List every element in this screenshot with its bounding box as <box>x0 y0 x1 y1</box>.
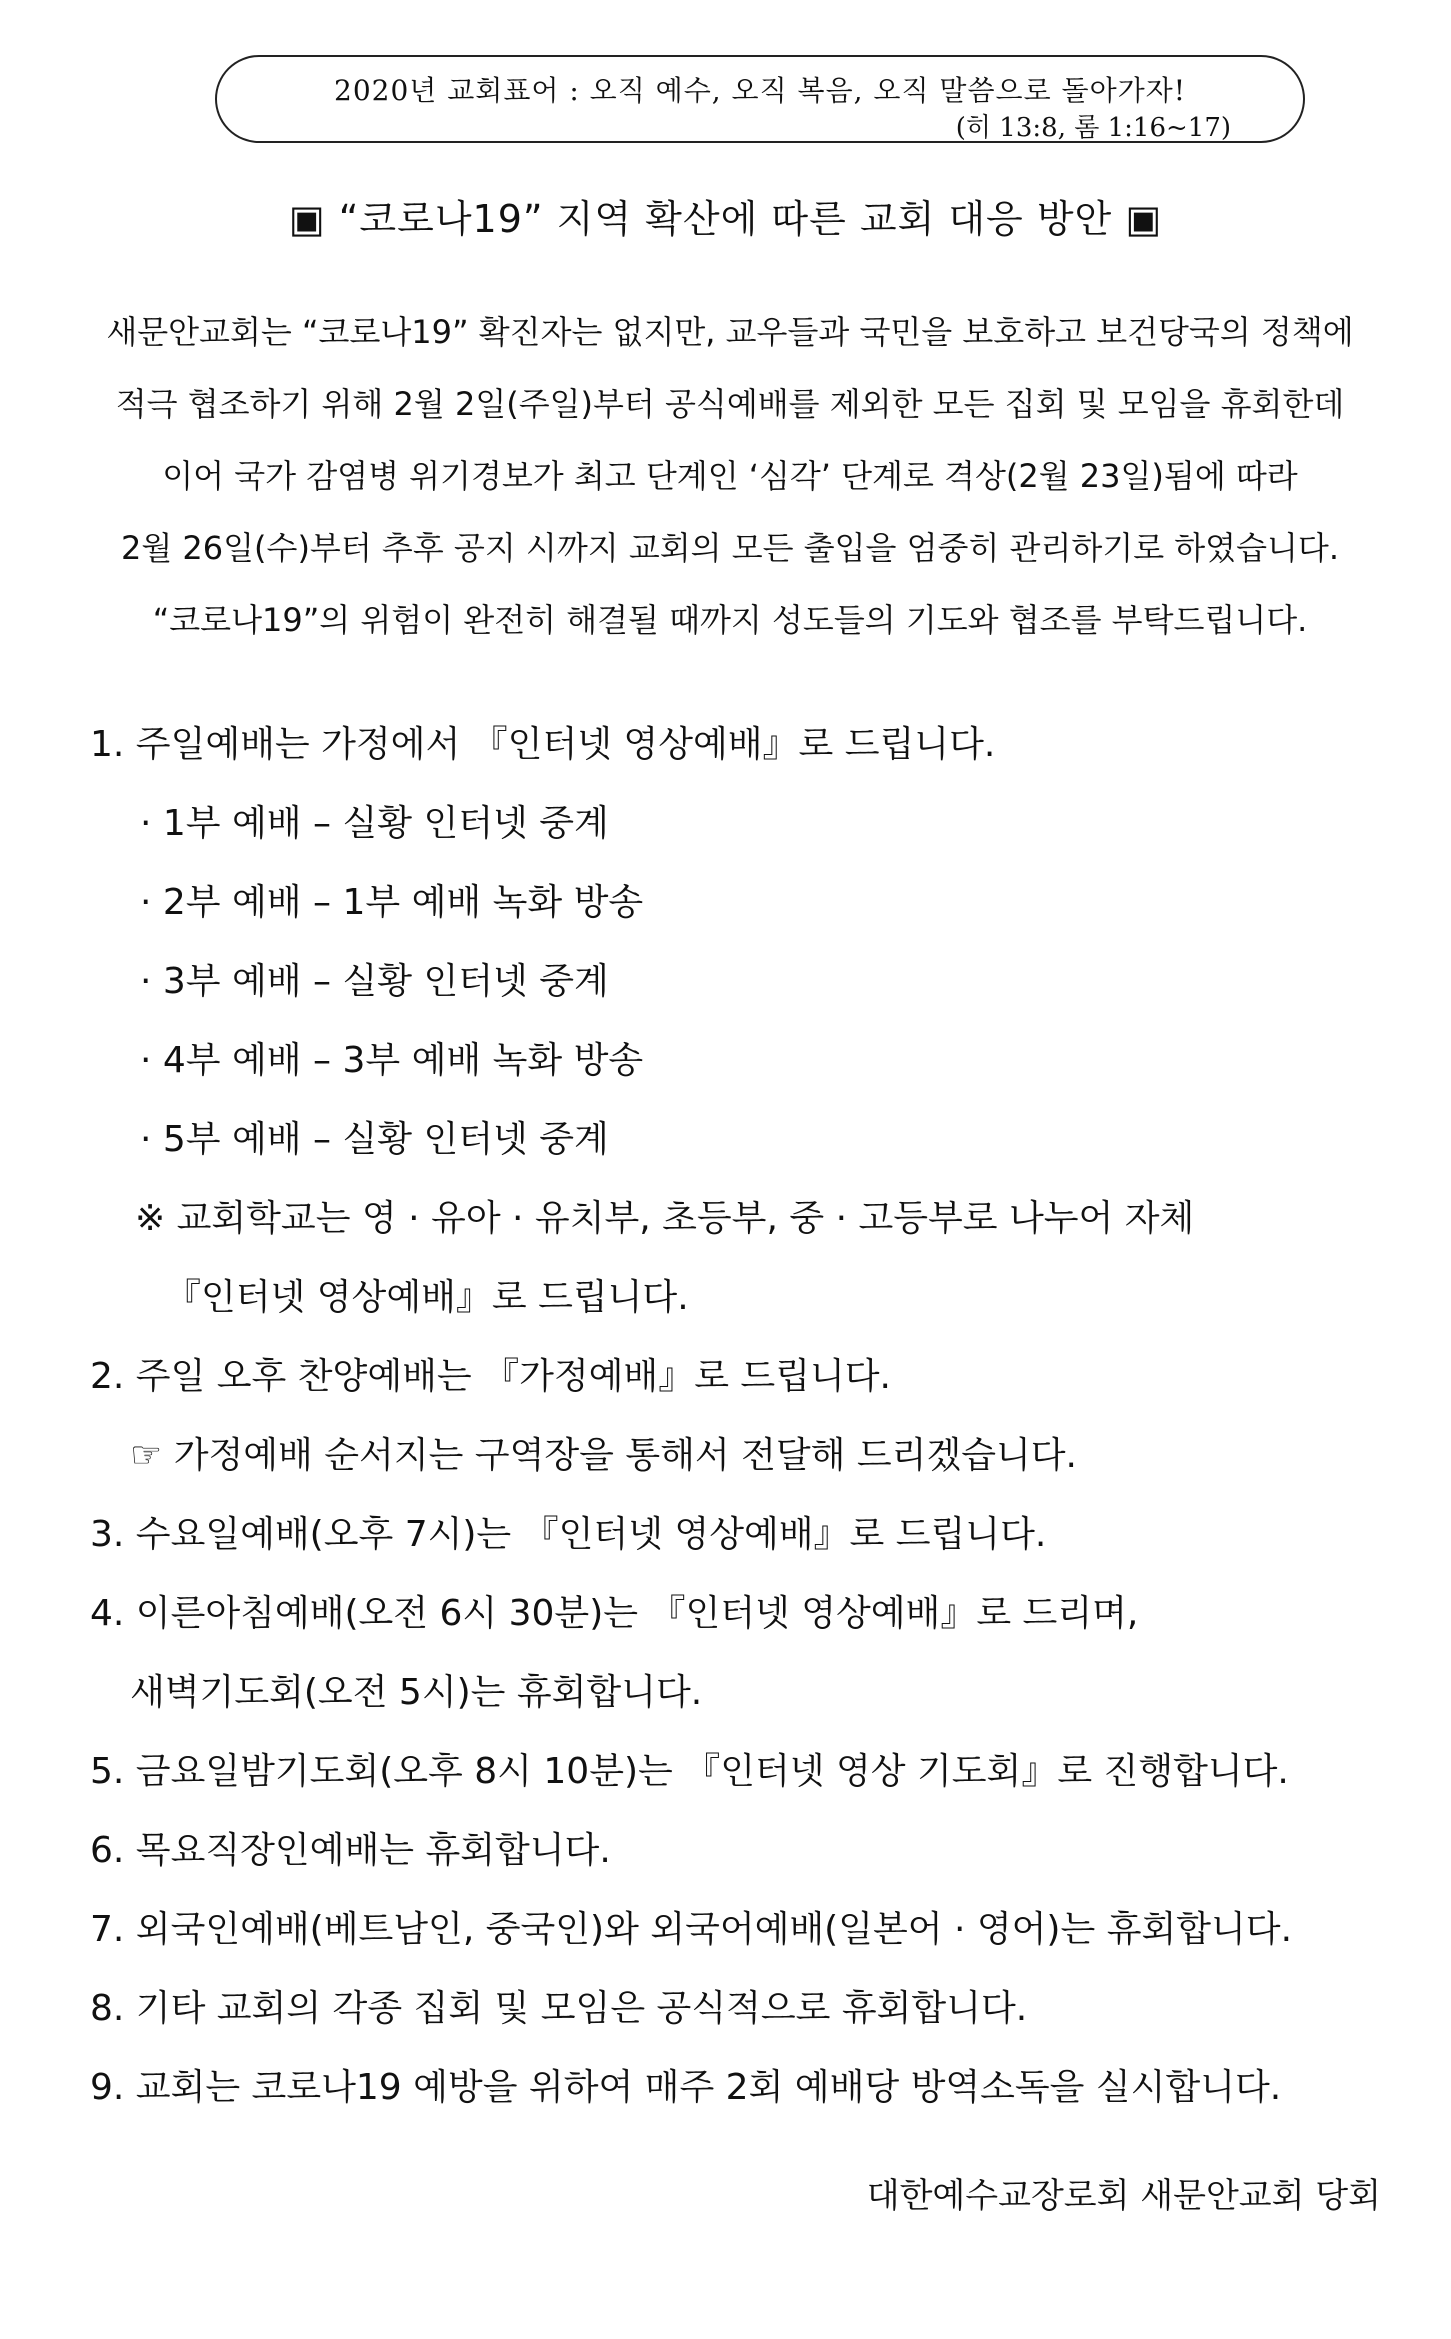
intro-line: “코로나19”의 위험이 완전히 해결될 때까지 성도들의 기도와 협조를 부탁드립니다. <box>152 601 1308 639</box>
list-subitem: ☞ 가정예배 순서지는 구역장을 통해서 전달해 드리겠습니다. <box>130 1435 1078 1476</box>
list-subitem: · 3부 예배 – 실황 인터넷 중계 <box>140 961 609 1002</box>
list-note: ※ 교회학교는 영 · 유아 · 유치부, 초등부, 중 · 고등부로 나누어 자체 <box>135 1198 1195 1239</box>
list-item-2: 2. 주일 오후 찬양예배는 『가정예배』로 드립니다. <box>90 1356 891 1397</box>
page-title: ▣ “코로나19” 지역 확산에 따른 교회 대응 방안 ▣ <box>288 197 1163 241</box>
motto-text: 2020년 교회표어 : 오직 예수, 오직 복음, 오직 말씀으로 돌아가자! <box>334 74 1186 107</box>
intro-line: 이어 국가 감염병 위기경보가 최고 단계인 ‘심각’ 단계로 격상(2월 23일)됨에 따라 <box>162 457 1298 495</box>
list-note: 『인터넷 영상예배』로 드립니다. <box>165 1277 689 1318</box>
intro-line: 2월 26일(수)부터 추후 공지 시까지 교회의 모든 출입을 엄중히 관리하기로 하였습니다. <box>120 529 1340 567</box>
intro-line: 새문안교회는 “코로나19” 확진자는 없지만, 교우들과 국민을 보호하고 보건당국의 정책에 <box>106 313 1354 351</box>
intro-line: 적극 협조하기 위해 2월 2일(주일)부터 공식예배를 제외한 모든 집회 및 모임을 휴회한데 <box>115 385 1345 423</box>
list-item-7: 7. 외국인예배(베트남인, 중국인)와 외국어예배(일본어 · 영어)는 휴회합니다. <box>90 1909 1293 1950</box>
list-item-4: 4. 이른아침예배(오전 6시 30분)는 『인터넷 영상예배』로 드리며, <box>90 1593 1139 1634</box>
motto-reference: (히 13:8, 롬 1:16~17) <box>955 113 1231 143</box>
intro-paragraph <box>95 296 1365 656</box>
list-item-5: 5. 금요일밤기도회(오후 8시 10분)는 『인터넷 영상 기도회』로 진행합니다. <box>90 1751 1289 1792</box>
motto-banner <box>215 55 1305 143</box>
list-subitem: · 1부 예배 – 실황 인터넷 중계 <box>140 803 609 844</box>
list-item-6: 6. 목요직장인예배는 휴회합니다. <box>90 1830 611 1871</box>
list-item-8: 8. 기타 교회의 각종 집회 및 모임은 공식적으로 휴회합니다. <box>90 1988 1028 2029</box>
list-item-9: 9. 교회는 코로나19 예방을 위하여 매주 2회 예배당 방역소독을 실시합니다. <box>90 2067 1282 2108</box>
list-item-continuation: 새벽기도회(오전 5시)는 휴회합니다. <box>130 1672 703 1713</box>
signature: 대한예수교장로회 새문안교회 당회 <box>866 2176 1381 2216</box>
list-subitem: · 2부 예배 – 1부 예배 녹화 방송 <box>140 882 644 923</box>
list-item-1: 1. 주일예배는 가정에서 『인터넷 영상예배』로 드립니다. <box>90 724 996 765</box>
list-subitem: · 5부 예배 – 실황 인터넷 중계 <box>140 1119 609 1160</box>
list-item-3: 3. 수요일예배(오후 7시)는 『인터넷 영상예배』로 드립니다. <box>90 1514 1047 1555</box>
list-subitem: · 4부 예배 – 3부 예배 녹화 방송 <box>140 1040 644 1081</box>
